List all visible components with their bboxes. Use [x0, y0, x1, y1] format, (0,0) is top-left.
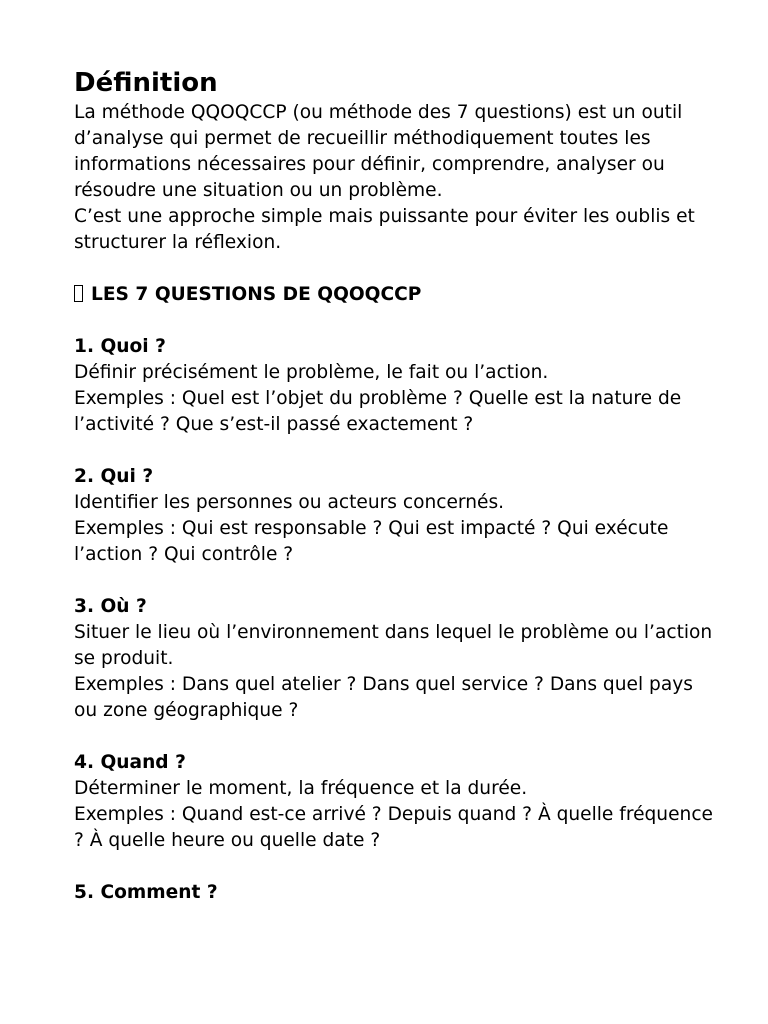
question-description: Définir précisément le problème, le fait ou l’action.: [74, 362, 549, 383]
document-page: [74, 66, 714, 906]
question-examples: Exemples : Dans quel atelier ? Dans quel service ? Dans quel pays ou zone géographique ?: [74, 674, 693, 721]
section-heading: [74, 282, 714, 308]
intro-paragraph-1: La méthode QQOQCCP (ou méthode des 7 questions) est un outil d’analyse qui permet de recueillir méthodiquement toutes les informations nécessaires pour définir, comprendre, analyser ou résoudre une situation ou un problème.: [74, 102, 683, 201]
intro-paragraph-2: C’est une approche simple mais puissante pour éviter les oublis et structurer la réflexion.: [74, 206, 695, 253]
spacer: [74, 308, 714, 334]
question-description: Situer le lieu où l’environnement dans lequel le problème ou l’action se produit.: [74, 622, 713, 669]
section-title: LES 7 QUESTIONS DE QQOQCCP: [91, 284, 422, 305]
question-description: Déterminer le moment, la fréquence et la durée.: [74, 778, 528, 799]
question-description: Identifier les personnes ou acteurs concernés.: [74, 492, 505, 513]
question-examples: Exemples : Quand est-ce arrivé ? Depuis quand ? À quelle fréquence ? À quelle heure ou quelle date ?: [74, 804, 713, 851]
missing-glyph-icon: [74, 285, 83, 302]
spacer: [74, 854, 714, 880]
spacer: [74, 256, 714, 282]
spacer: [74, 568, 714, 594]
question-title: 3. Où ?: [74, 596, 147, 617]
page-title: Définition: [74, 68, 218, 98]
question-title: 1. Quoi ?: [74, 336, 166, 357]
question-title: 2. Qui ?: [74, 466, 154, 487]
spacer: [74, 438, 714, 464]
question-title: 5. Comment ?: [74, 882, 218, 903]
question-examples: Exemples : Qui est responsable ? Qui est impacté ? Qui exécute l’action ? Qui contrôle ?: [74, 518, 669, 565]
question-title: 4. Quand ?: [74, 752, 186, 773]
spacer: [74, 724, 714, 750]
question-examples: Exemples : Quel est l’objet du problème ? Quelle est la nature de l’activité ? Que s’est-il passé exactement ?: [74, 388, 682, 435]
